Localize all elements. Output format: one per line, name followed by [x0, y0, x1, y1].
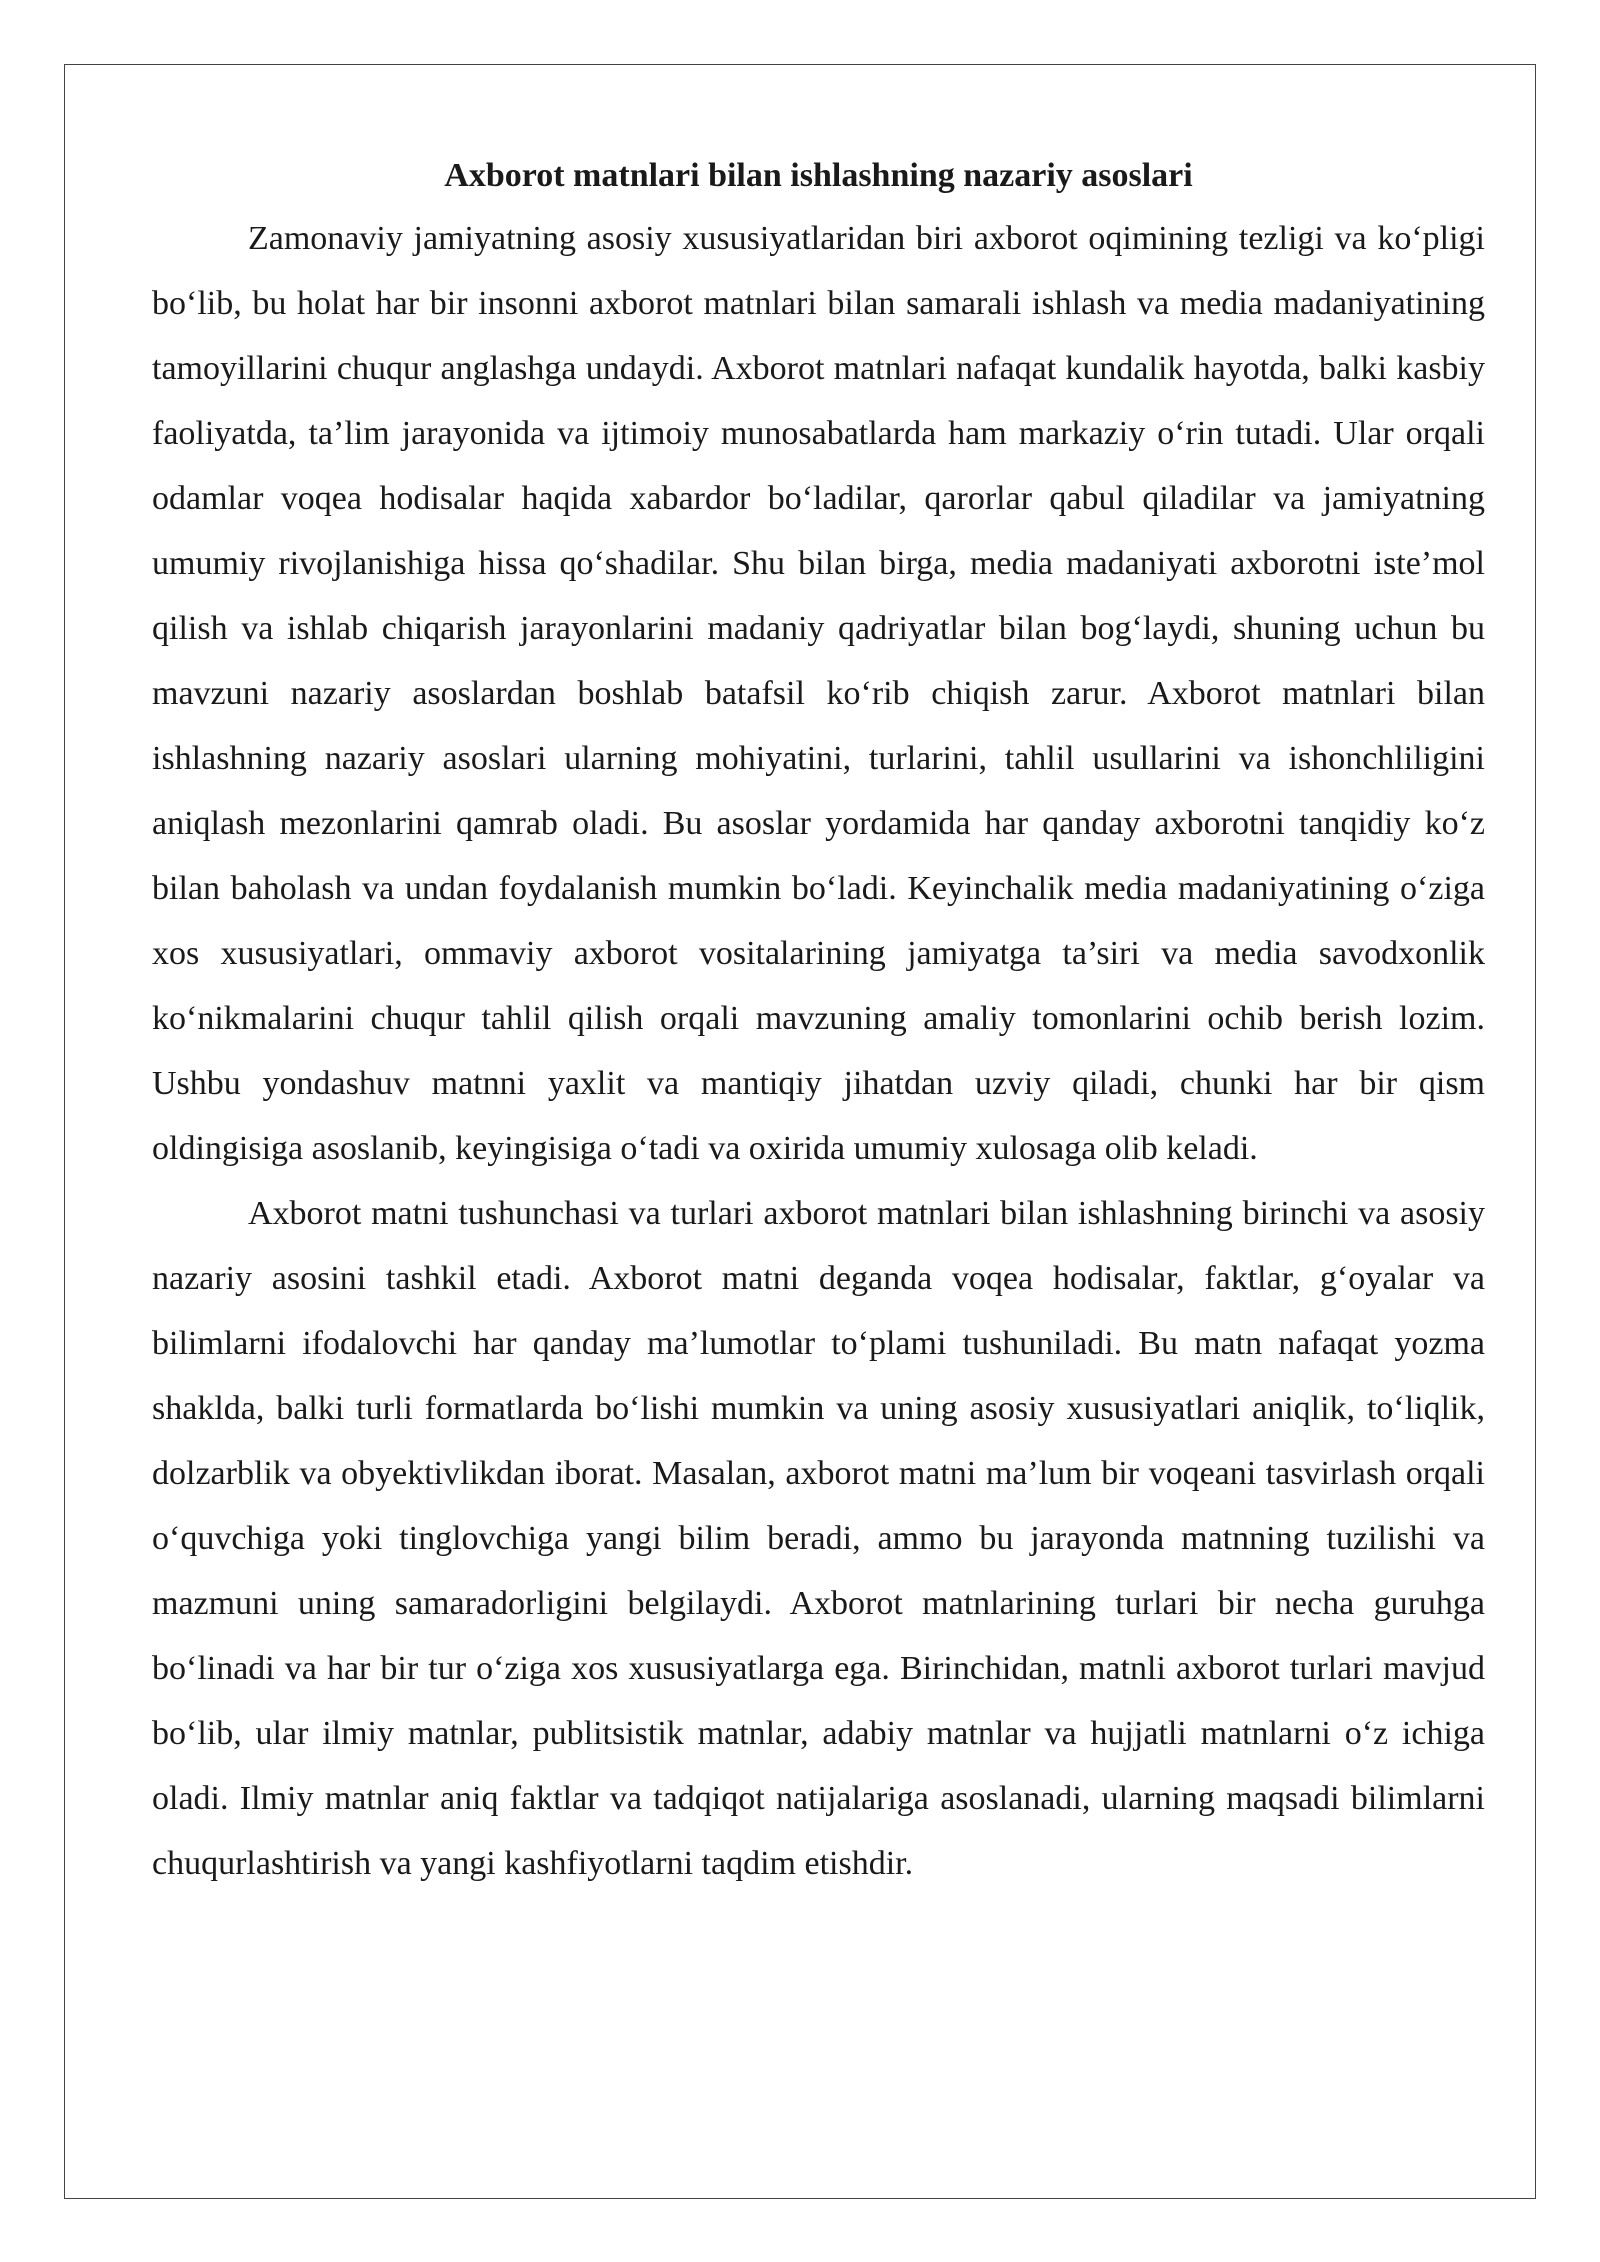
paragraph-1: Zamonaviy jamiyatning asosiy xususiyatlaridan biri axborot oqimining tezligi va ko‘pligi bo‘lib, bu holat har bir insonni axborot matnlari bilan samarali ishlash va media madaniyatining tamoyillarini chuqur anglashga undaydi. Axborot matnlari nafaqat kundalik hayotda, balki kasbiy faoliyatda, ta’lim jarayonida va ijtimoiy munosabatlarda ham markaziy o‘rin tutadi. Ular orqali odamlar voqea hodisalar haqida xabardor bo‘ladilar, qarorlar qabul qiladilar va jamiyatning umumiy rivojlanishiga hissa qo‘shadilar. Shu bilan birga, media madaniyati axborotni iste’mol qilish va ishlab chiqarish jarayonlarini madaniy qadriyatlar bilan bog‘laydi, shuning uchun bu mavzuni nazariy asoslardan boshlab batafsil ko‘rib chiqish zarur. Axborot matnlari bilan ishlashning nazariy asoslari ularning mohiyatini, turlarini, tahlil usullarini va ishonchliligini aniqlash mezonlarini qamrab oladi. Bu asoslar yordamida har qanday axborotni tanqidiy ko‘z bilan baholash va undan foydalanish mumkin bo‘ladi. Keyinchalik media madaniyatining o‘ziga xos xususiyatlari, ommaviy axborot vositalarining jamiyatga ta’siri va media savodxonlik ko‘nikmalarini chuqur tahlil qilish orqali mavzuning amaliy tomonlarini ochib berish lozim. Ushbu yondashuv matnni yaxlit va mantiqiy jihatdan uzviy qiladi, chunki har bir qism oldingisiga asoslanib, keyingisiga o‘tadi va oxirida umumiy xulosaga olib keladi.	[152, 220, 1485, 1167]
document-title: Axborot matnlari bilan ishlashning nazariy asoslari	[444, 157, 1193, 194]
paragraph-2: Axborot matni tushunchasi va turlari axborot matnlari bilan ishlashning birinchi va asosiy nazariy asosini tashkil etadi. Axborot matni deganda voqea hodisalar, faktlar, g‘oyalar va bilimlarni ifodalovchi har qanday ma’lumotlar to‘plami tushuniladi. Bu matn nafaqat yozma shaklda, balki turli formatlarda bo‘lishi mumkin va uning asosiy xususiyatlari aniqlik, to‘liqlik, dolzarblik va obyektivlikdan iborat. Masalan, axborot matni ma’lum bir voqeani tasvirlash orqali o‘quvchiga yoki tinglovchiga yangi bilim beradi, ammo bu jarayonda matnning tuzilishi va mazmuni uning samaradorligini belgilaydi. Axborot matnlarining turlari bir necha guruhga bo‘linadi va har bir tur o‘ziga xos xususiyatlarga ega. Birinchidan, matnli axborot turlari mavjud bo‘lib, ular ilmiy matnlar, publitsistik matnlar, adabiy matnlar va hujjatli matnlarni o‘z ichiga oladi. Ilmiy matnlar aniq faktlar va tadqiqot natijalariga asoslanadi, ularning maqsadi bilimlarni chuqurlashtirish va yangi kashfiyotlarni taqdim etishdir.	[152, 1195, 1485, 1882]
document-body	[152, 146, 1485, 1896]
